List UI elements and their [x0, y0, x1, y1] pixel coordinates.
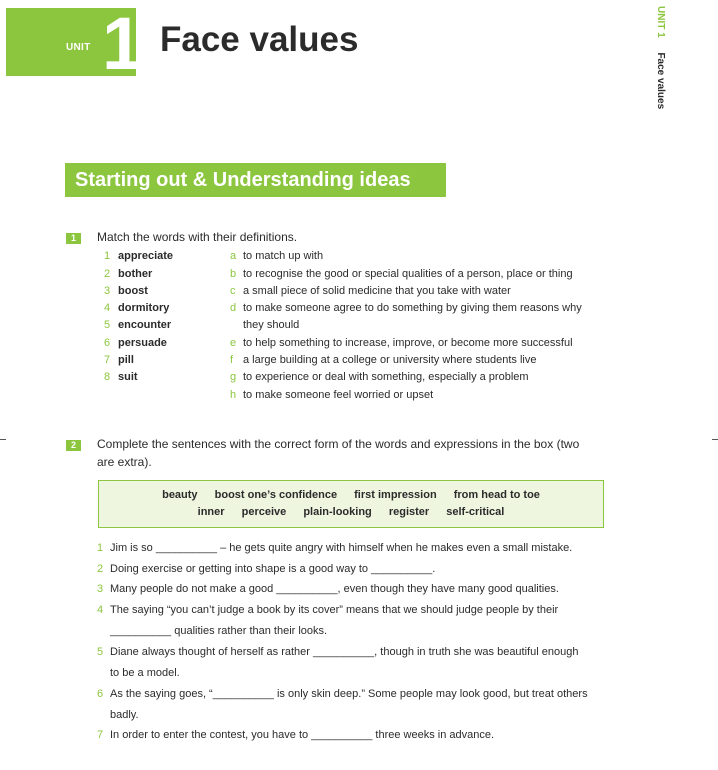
word-number: 7 — [104, 354, 111, 366]
word-box-row-1 — [99, 489, 603, 501]
definition-letter: g — [230, 371, 237, 383]
definition-letter: c — [230, 285, 236, 297]
definition-letter: h — [230, 389, 237, 401]
definition-text: to help something to increase, improve, or become more successful — [243, 337, 573, 349]
sentence-number: 2 — [97, 563, 104, 575]
word-number: 3 — [104, 285, 111, 297]
exercise-2-instruction-line-2: are extra). — [97, 455, 152, 469]
side-title: Face values — [655, 52, 666, 110]
sentence-text-continued: badly. — [110, 709, 139, 721]
definition-text: to recognise the good or special qualities of a person, place or thing — [243, 268, 573, 280]
word-item: boost — [118, 285, 148, 297]
unit-number: 1 — [102, 2, 144, 85]
definition-letter: d — [230, 302, 237, 314]
sentence-text: As the saying goes, “__________ is only skin deep.” Some people may look good, but treat others — [110, 688, 588, 700]
sentence-text: Diane always thought of herself as rather __________, though in truth she was beautiful enough — [110, 646, 579, 658]
definition-letter: b — [230, 268, 237, 280]
definition-letter: f — [230, 354, 234, 366]
exercise-2-instruction-line-1: Complete the sentences with the correct form of the words and expressions in the box (two — [97, 437, 580, 451]
definition-text: a small piece of solid medicine that you take with water — [243, 285, 511, 297]
definition-text: a large building at a college or university where students live — [243, 354, 537, 366]
definition-text: to experience or deal with something, especially a problem — [243, 371, 529, 383]
word-item: bother — [118, 268, 153, 280]
side-unit-label: UNIT 1 — [655, 6, 666, 38]
unit-label: UNIT — [66, 42, 91, 53]
word-box-item: perceive — [241, 506, 287, 518]
word-box-item: from head to toe — [453, 489, 540, 501]
definition-text: to match up with — [243, 250, 324, 262]
sentence-number: 3 — [97, 583, 104, 595]
sentence-number: 6 — [97, 688, 104, 700]
word-number: 4 — [104, 302, 111, 314]
word-item: dormitory — [118, 302, 170, 314]
word-number: 8 — [104, 371, 111, 383]
word-box-item: boost one’s confidence — [214, 489, 338, 501]
sentence-number: 7 — [97, 729, 104, 741]
word-box-item: plain-looking — [303, 506, 372, 518]
definition-letter: a — [230, 250, 237, 262]
margin-tick-right — [712, 439, 718, 440]
word-box-item: self-critical — [446, 506, 505, 518]
word-box-item: register — [388, 506, 430, 518]
sentence-number: 4 — [97, 604, 104, 616]
word-box-row-2 — [99, 506, 603, 518]
word-item: encounter — [118, 319, 172, 331]
sentence-text: Jim is so __________ – he gets quite angry with himself when he makes even a small mistake. — [110, 542, 573, 554]
word-box-item: beauty — [162, 489, 198, 501]
definition-text-continued: they should — [243, 319, 300, 331]
word-number: 6 — [104, 337, 111, 349]
sentence-text: Many people do not make a good __________, even though they have many good qualities. — [110, 583, 559, 595]
margin-tick-left — [0, 439, 6, 440]
sentence-number: 1 — [97, 542, 104, 554]
page-title: Face values — [160, 20, 359, 59]
word-box-item: first impression — [354, 489, 437, 501]
word-item: pill — [118, 354, 134, 366]
side-running-header — [655, 6, 666, 109]
word-item: appreciate — [118, 250, 174, 262]
sentence-text-continued: __________ qualities rather than their looks. — [110, 625, 328, 637]
definition-text: to make someone feel worried or upset — [243, 389, 434, 401]
word-box — [98, 480, 604, 528]
definition-letter: e — [230, 337, 237, 349]
sentence-number: 5 — [97, 646, 104, 658]
exercise-2-number: 2 — [66, 440, 81, 451]
definition-text: to make someone agree to do something by giving them reasons why — [243, 302, 582, 314]
word-number: 2 — [104, 268, 111, 280]
section-heading: Starting out & Understanding ideas — [65, 163, 446, 197]
word-item: persuade — [118, 337, 167, 349]
sentence-text: The saying “you can’t judge a book by its cover” means that we should judge people by their — [110, 604, 559, 616]
sentence-text-continued: to be a model. — [110, 667, 180, 679]
word-box-item: inner — [197, 506, 225, 518]
word-number: 1 — [104, 250, 111, 262]
exercise-1-instruction: Match the words with their definitions. — [97, 230, 298, 244]
word-item: suit — [118, 371, 138, 383]
unit-badge — [6, 2, 144, 85]
sentence-text: Doing exercise or getting into shape is a good way to __________. — [110, 563, 436, 575]
word-number: 5 — [104, 319, 111, 331]
sentence-text: In order to enter the contest, you have to __________ three weeks in advance. — [110, 729, 495, 741]
exercise-1-number: 1 — [66, 233, 81, 244]
